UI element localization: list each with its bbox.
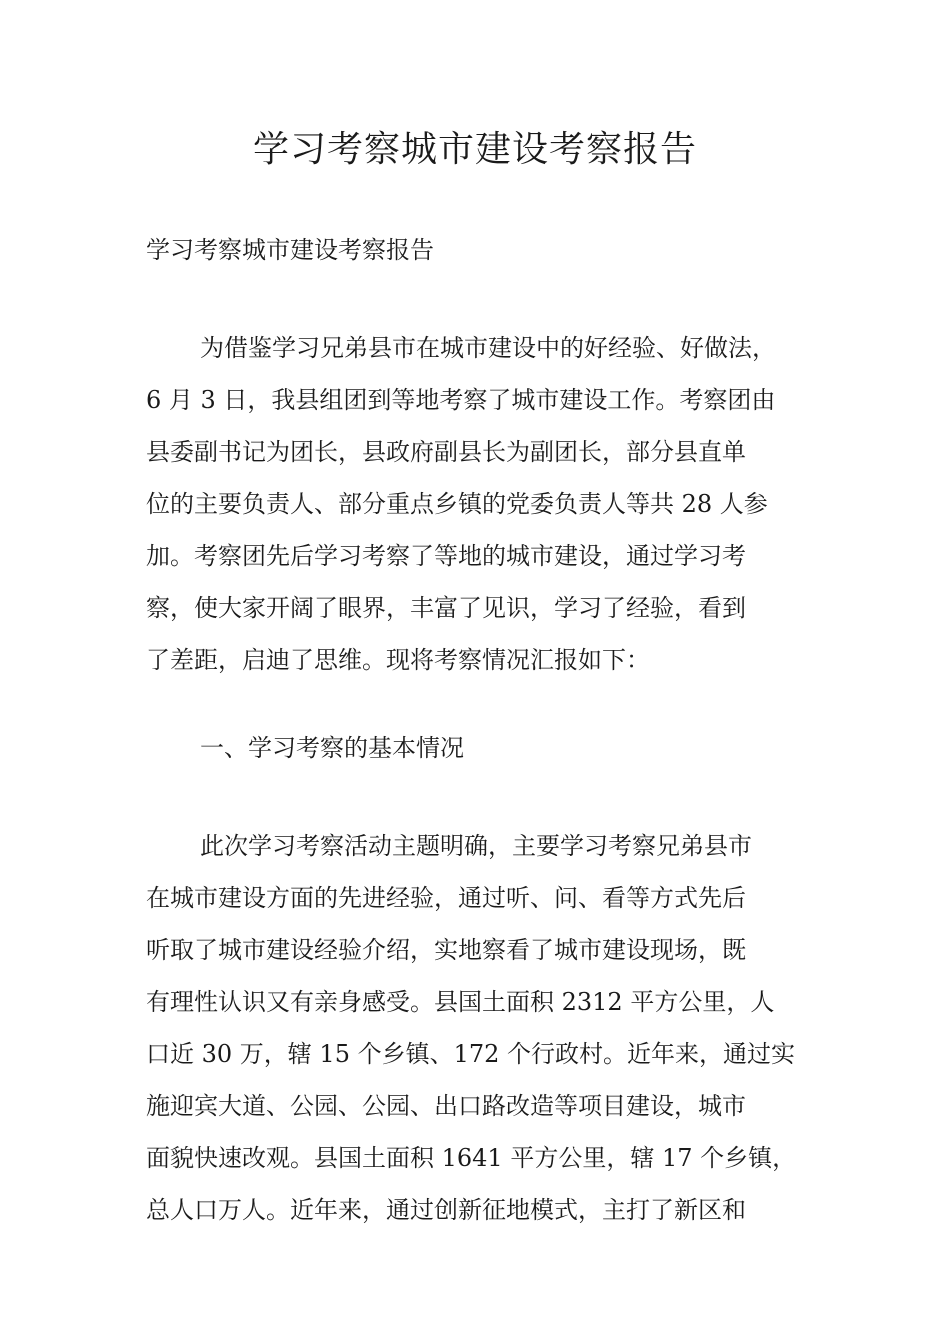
paragraph-line: 施迎宾大道、公园、公园、出口路改造等项目建设，城市 <box>146 1092 746 1120</box>
section-heading: 一、学习考察的基本情况 <box>200 734 464 762</box>
paragraph-line: 此次学习考察活动主题明确，主要学习考察兄弟县市 <box>200 832 752 860</box>
paragraph-line: 加。考察团先后学习考察了等地的城市建设，通过学习考 <box>146 542 746 570</box>
paragraph-line: 6 月 3 日，我县组团到等地考察了城市建设工作。考察团由 <box>146 386 776 414</box>
paragraph-intro <box>146 322 826 686</box>
paragraph-line: 在城市建设方面的先进经验，通过听、问、看等方式先后 <box>146 884 746 912</box>
paragraph-line: 有理性认识又有亲身感受。县国土面积 2312 平方公里，人 <box>146 988 775 1016</box>
paragraph-line: 位的主要负责人、部分重点乡镇的党委负责人等共 28 人参 <box>146 490 768 518</box>
paragraph-line: 了差距，启迪了思维。现将考察情况汇报如下： <box>146 646 650 674</box>
paragraph-line: 口近 30 万，辖 15 个乡镇、172 个行政村。近年来，通过实 <box>146 1040 796 1068</box>
paragraph-line: 听取了城市建设经验介绍，实地察看了城市建设现场，既 <box>146 936 746 964</box>
paragraph-line: 总人口万人。近年来，通过创新征地模式，主打了新区和 <box>146 1196 746 1224</box>
paragraph-basic-situation <box>146 820 826 1236</box>
document-title: 学习考察城市建设考察报告 <box>252 129 697 170</box>
paragraph-line: 察，使大家开阔了眼界，丰富了见识，学习了经验，看到 <box>146 594 746 622</box>
paragraph-line: 面貌快速改观。县国土面积 1641 平方公里，辖 17 个乡镇， <box>146 1144 797 1172</box>
paragraph-line: 县委副书记为团长，县政府副县长为副团长，部分县直单 <box>146 438 746 466</box>
document-subtitle: 学习考察城市建设考察报告 <box>146 236 434 264</box>
paragraph-line: 为借鉴学习兄弟县市在城市建设中的好经验、好做法， <box>200 334 776 362</box>
